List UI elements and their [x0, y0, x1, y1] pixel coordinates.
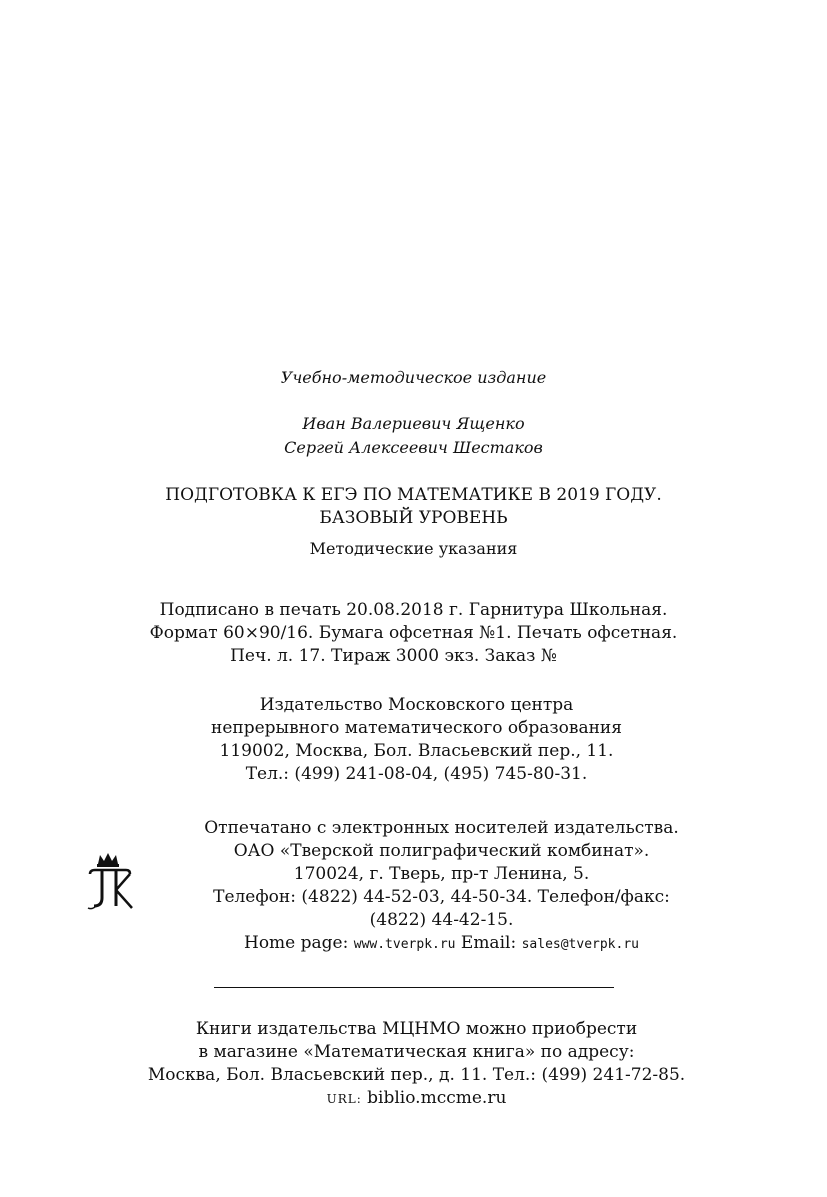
- store-line-3: Москва, Бол. Власьевский пер., д. 11. Тел.: (499) 241-72-85.: [147, 1065, 686, 1085]
- print-info-line-2: Формат 60×90/16. Бумага офсетная №1. Печать офсетная.: [149, 623, 678, 643]
- publisher-line-3: 119002, Москва, Бол. Власьевский пер., 11.: [219, 741, 614, 761]
- email-label: Email:: [460, 933, 517, 953]
- author-2: Сергей Алексеевич Шестаков: [284, 438, 543, 457]
- email-link[interactable]: sales@tverpk.ru: [521, 937, 639, 952]
- book-title-line-1: ПОДГОТОВКА К ЕГЭ ПО МАТЕМАТИКЕ В 2019 ГОДУ.: [165, 485, 662, 505]
- store-line-1: Книги издательства МЦНМО можно приобрести: [195, 1019, 638, 1039]
- printer-line-4: Телефон: (4822) 44-52-03, 44-50-34. Телефон/факс:: [213, 887, 670, 907]
- store-line-2: в магазине «Математическая книга» по адресу:: [198, 1042, 635, 1062]
- edition-type: Учебно-методическое издание: [280, 368, 547, 387]
- store-url-line: [3, 1087, 827, 1110]
- home-page-label: Home page:: [244, 933, 349, 953]
- author-1: Иван Валериевич Ященко: [302, 414, 525, 433]
- book-title-line-2: БАЗОВЫЙ УРОВЕНЬ: [319, 508, 508, 528]
- store-url-link[interactable]: biblio.mccme.ru: [367, 1088, 507, 1108]
- store-url-label: URL:: [326, 1092, 362, 1106]
- divider-rule: [214, 987, 614, 988]
- printer-line-1: Отпечатано с электронных носителей издательства.: [204, 818, 679, 838]
- book-subtitle: Методические указания: [309, 539, 518, 558]
- publisher-line-2: непрерывного математического образования: [211, 718, 622, 738]
- printer-line-2: ОАО «Тверской полиграфический комбинат».: [233, 841, 650, 861]
- printer-line-3: 170024, г. Тверь, пр-т Ленина, 5.: [293, 864, 590, 884]
- publisher-line-4: Тел.: (499) 241-08-04, (495) 745-80-31.: [245, 764, 588, 784]
- print-info-line-3: Печ. л. 17. Тираж 3000 экз. Заказ №: [230, 646, 557, 666]
- home-page-link[interactable]: www.tverpk.ru: [353, 937, 456, 952]
- print-info-line-1: Подписано в печать 20.08.2018 г. Гарнитура Школьная.: [159, 600, 668, 620]
- printer-contacts: [28, 932, 827, 956]
- printer-line-5: (4822) 44-42-15.: [369, 910, 514, 930]
- publisher-line-1: Издательство Московского центра: [259, 695, 574, 715]
